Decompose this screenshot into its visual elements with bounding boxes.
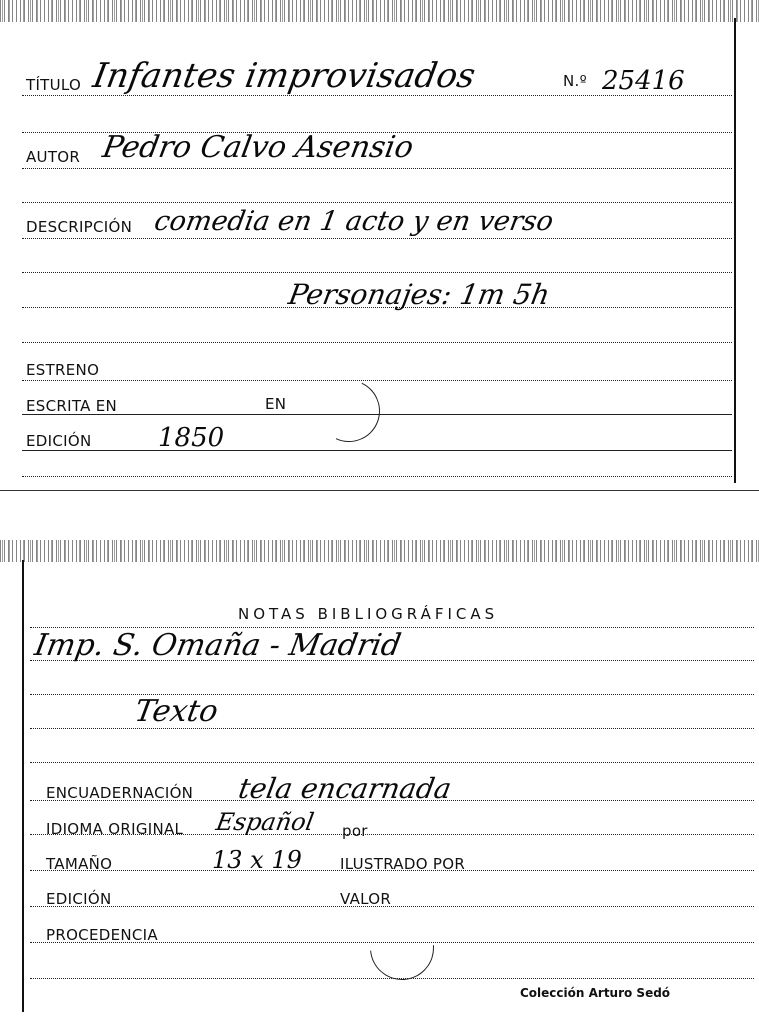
scan-border-top: [0, 540, 759, 562]
ruled-line: [22, 380, 732, 381]
por-label: por: [342, 822, 368, 840]
encuadernacion-value: tela encarnada: [236, 772, 454, 805]
ruled-line: [22, 202, 732, 203]
ruled-line: [22, 450, 732, 451]
titulo-value: Infantes improvisados: [90, 56, 479, 96]
idioma-label: IDIOMA ORIGINAL: [46, 820, 184, 838]
notas-title: NOTAS BIBLIOGRÁFICAS: [238, 605, 499, 623]
card-bottom-edge: [0, 490, 759, 491]
tamano-label: TAMAÑO: [46, 855, 113, 873]
ruled-line: [22, 238, 732, 239]
ilustrado-label: ILUSTRADO POR: [340, 855, 466, 873]
edicion2-label: EDICIÓN: [46, 890, 112, 908]
stamp-mark: [309, 371, 388, 450]
valor-label: VALOR: [340, 890, 392, 908]
card-right-edge: [734, 18, 736, 483]
personajes-value: Personajes: 1m 5h: [286, 278, 553, 311]
catalog-card-top: [0, 0, 759, 500]
edicion-label: EDICIÓN: [26, 432, 92, 450]
numero-label: N.º: [563, 72, 587, 90]
escrita-label: ESCRITA EN: [26, 397, 118, 415]
idioma-value: Español: [214, 808, 317, 836]
edicion-value: 1850: [158, 423, 225, 453]
ruled-line: [22, 476, 732, 477]
ruled-line: [22, 168, 732, 169]
collection-credit: Colección Arturo Sedó: [520, 986, 671, 1000]
ruled-line: [22, 272, 732, 273]
tamano-value: 13 x 19: [212, 846, 302, 874]
scan-border-top: [0, 0, 759, 22]
titulo-label: TÍTULO: [26, 76, 82, 94]
ruled-line: [30, 906, 754, 907]
numero-value: 25416: [602, 66, 685, 96]
catalog-card-bottom: [0, 540, 759, 1028]
estreno-label: ESTRENO: [26, 361, 100, 379]
autor-label: AUTOR: [26, 148, 81, 166]
encuadernacion-label: ENCUADERNACIÓN: [46, 784, 194, 802]
en-label: EN: [265, 395, 287, 413]
ruled-line: [22, 342, 732, 343]
autor-value: Pedro Calvo Asensio: [100, 130, 417, 165]
ruled-line: [30, 762, 754, 763]
notas-line1: Imp. S. Omaña - Madrid: [32, 628, 404, 663]
notas-line2: Texto: [132, 694, 221, 729]
descripcion-label: DESCRIPCIÓN: [26, 218, 133, 236]
card-left-edge: [22, 560, 24, 1012]
descripcion-value: comedia en 1 acto y en verso: [152, 206, 556, 237]
stamp-mark: [357, 903, 447, 993]
procedencia-label: PROCEDENCIA: [46, 926, 158, 944]
